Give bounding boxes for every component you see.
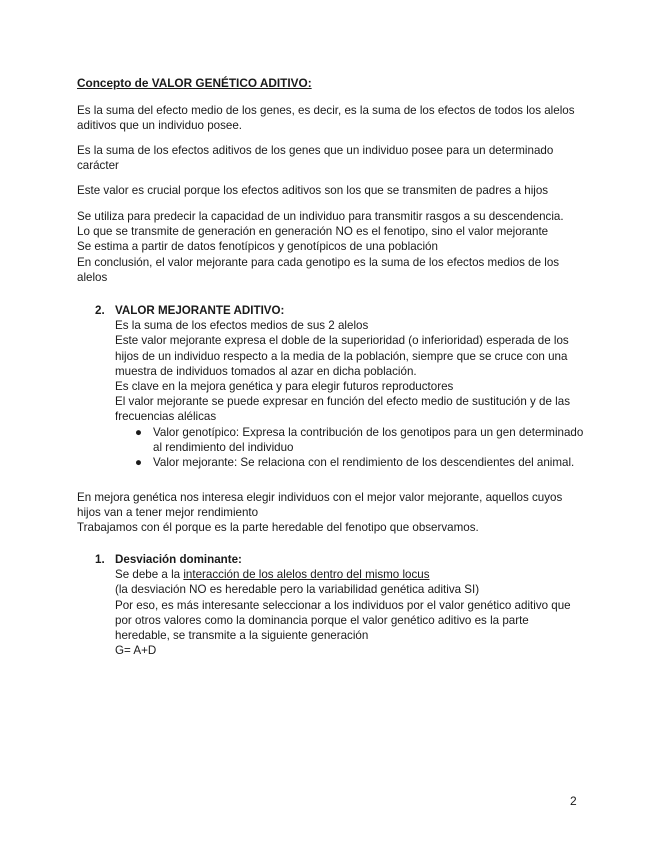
section-body	[115, 318, 585, 470]
section-line: Por eso, es más interesante seleccionar a los individuos por el valor genético aditivo que por otros valores como la dominancia porque el valor genético aditivo es la parte heredable, se transmite a la siguiente generación	[115, 598, 571, 643]
page-number: 2	[570, 794, 577, 808]
section-line: Se debe a la interacción de los alelos dentro del mismo locus	[115, 568, 430, 582]
section-number: 2.	[95, 304, 105, 317]
formula: G= A+D	[115, 644, 157, 658]
bullet-item: ● Valor mejorante: Se relaciona con el rendimiento de los descendientes del animal.	[135, 456, 575, 470]
text-line: En mejora genética nos interesa elegir individuos con el mejor valor mejorante, aquellos cuyos hijos van a tener mejor rendimiento	[77, 491, 563, 520]
bullet-list	[115, 425, 585, 471]
section-valor-mejorante	[95, 303, 585, 470]
text-line: En conclusión, el valor mejorante para cada genotipo es la suma de los efectos medios de los alelos	[77, 255, 560, 284]
section-title: Desviación dominante:	[115, 553, 242, 566]
text-line: Se estima a partir de datos fenotípicos y genotípicos de una población	[77, 240, 438, 254]
section-line: Es la suma de los efectos medios de sus 2 alelos	[115, 319, 369, 333]
bullet-item: ● Valor genotípico: Expresa la contribución de los genotipos para un gen determinado al rendimiento del individuo	[135, 425, 584, 454]
page-title: Concepto de VALOR GENÉTICO ADITIVO:	[77, 76, 312, 90]
section-heading	[95, 303, 585, 318]
bullet-icon: ●	[135, 456, 143, 470]
section-heading	[95, 552, 585, 567]
underlined-text: interacción de los alelos dentro del mismo locus	[183, 568, 430, 582]
paragraph-crucial: Este valor es crucial porque los efectos aditivos son los que se transmiten de padres a hijos	[77, 184, 549, 197]
text-line: Lo que se transmite de generación en generación NO es el fenotipo, sino el valor mejorante	[77, 225, 549, 239]
bullet-icon: ●	[135, 425, 143, 439]
section-body	[115, 567, 585, 658]
section-line: El valor mejorante se puede expresar en función del efecto medio de sustitución y de las frecuencias alélicas	[115, 395, 570, 424]
text-line: Se utiliza para predecir la capacidad de un individuo para transmitir rasgos a su descendencia.	[77, 210, 564, 223]
paragraph-definition: Es la suma del efecto medio de los genes, es decir, es la suma de los efectos de todos los alelos aditivos que un individuo posee.	[77, 104, 575, 133]
section-line: Es clave en la mejora genética y para elegir futuros reproductores	[115, 380, 454, 394]
section-title: VALOR MEJORANTE ADITIVO:	[115, 304, 285, 317]
section-desviacion-dominante	[95, 552, 585, 658]
text-block-1	[77, 209, 577, 285]
text-line: Trabajamos con él porque es la parte heredable del fenotipo que observamos.	[77, 521, 479, 535]
section-line: (la desviación NO es heredable pero la variabilidad genética aditiva SI)	[115, 583, 480, 597]
paragraph-character: Es la suma de los efectos aditivos de los genes que un individuo posee para un determinado carácter	[77, 144, 554, 173]
section-line: Este valor mejorante expresa el doble de la superioridad (o inferioridad) esperada de los hijos de un individuo respecto a la media de la población, siempre que se cruce con una muestra de individuos tomados al azar en dicha población.	[115, 334, 569, 378]
section-number: 1.	[95, 553, 105, 566]
text-block-2	[77, 490, 577, 536]
